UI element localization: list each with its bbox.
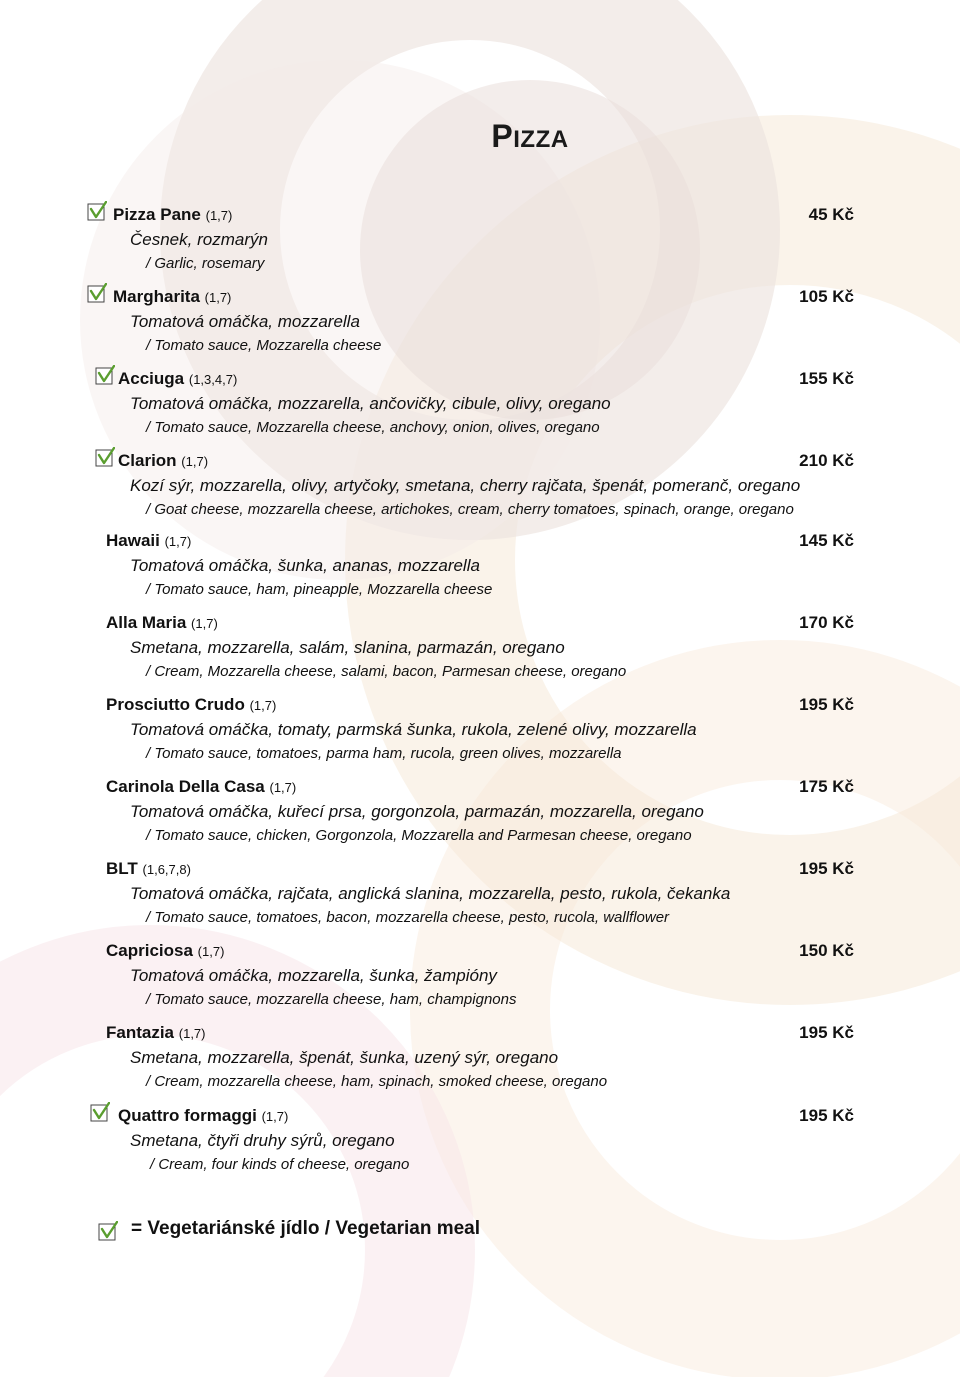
menu-item: [0, 287, 960, 367]
item-allergens: (1,6,7,8): [142, 862, 191, 877]
item-name: Pizza Pane: [113, 205, 201, 224]
item-name: Capriciosa: [106, 941, 193, 960]
item-allergens: (1,7): [164, 534, 192, 549]
item-description-cz: Smetana, mozzarella, špenát, šunka, uzený sýr, oregano: [130, 1048, 559, 1067]
title-rest: IZZA: [513, 126, 569, 153]
item-description-cz: Tomatová omáčka, rajčata, anglická slanina, mozzarella, pesto, rukola, čekanka: [130, 884, 731, 903]
menu-item: [0, 777, 960, 857]
menu-item: [0, 941, 960, 1021]
item-allergens: (1,7): [204, 290, 232, 305]
item-description-en: / Tomato sauce, mozzarella cheese, ham, champignons: [146, 991, 517, 1008]
item-description-cz: Tomatová omáčka, tomaty, parmská šunka, rukola, zelené olivy, mozzarella: [130, 720, 697, 739]
item-price: 150 Kč: [799, 941, 854, 960]
item-price: 195 Kč: [799, 1106, 854, 1125]
item-allergens: (1,7): [261, 1109, 289, 1124]
menu-item: [0, 613, 960, 693]
menu-item: [0, 1023, 960, 1103]
legend-text: = Vegetariánské jídlo / Vegetarian meal: [131, 1218, 481, 1239]
item-price: 45 Kč: [808, 205, 854, 224]
item-description-en: / Tomato sauce, tomatoes, bacon, mozzarella cheese, pesto, rucola, wallflower: [146, 909, 670, 926]
vegetarian-icon: [90, 1102, 110, 1122]
menu-item: [0, 1106, 960, 1186]
title-first-letter: P: [491, 118, 514, 154]
item-description-cz: Tomatová omáčka, mozzarella, ančovičky, cibule, olivy, oregano: [130, 394, 611, 413]
item-price: 195 Kč: [799, 1023, 854, 1042]
item-name: Carinola Della Casa: [106, 777, 265, 796]
item-name-line: [113, 287, 231, 307]
menu-item: [0, 859, 960, 939]
item-name-line: [118, 451, 208, 471]
item-description-cz: Smetana, čtyři druhy sýrů, oregano: [130, 1131, 395, 1150]
menu-item: [0, 451, 960, 531]
legend: [0, 1218, 960, 1244]
item-description-en: / Tomato sauce, tomatoes, parma ham, rucola, green olives, mozzarella: [146, 745, 622, 762]
item-name: Margharita: [113, 287, 200, 306]
item-allergens: (1,7): [197, 944, 225, 959]
item-description-en: / Garlic, rosemary: [146, 255, 265, 272]
item-name-line: [106, 695, 276, 715]
item-name-line: [106, 1023, 206, 1043]
item-name: Clarion: [118, 451, 177, 470]
item-description-cz: Tomatová omáčka, šunka, ananas, mozzarella: [130, 556, 480, 575]
item-description-en: / Tomato sauce, Mozzarella cheese: [146, 337, 382, 354]
item-description-cz: Smetana, mozzarella, salám, slanina, parmazán, oregano: [130, 638, 565, 657]
item-description-en: / Tomato sauce, ham, pineapple, Mozzarella cheese: [146, 581, 493, 598]
page-title: [0, 118, 960, 155]
item-price: 170 Kč: [799, 613, 854, 632]
item-allergens: (1,7): [205, 208, 233, 223]
menu-item: [0, 205, 960, 285]
item-name-line: [106, 941, 224, 961]
menu-item: [0, 531, 960, 611]
item-name-line: [118, 369, 237, 389]
item-description-en: / Tomato sauce, chicken, Gorgonzola, Mozzarella and Parmesan cheese, oregano: [146, 827, 692, 844]
item-price: 155 Kč: [799, 369, 854, 388]
item-name-line: [118, 1106, 288, 1126]
item-price: 105 Kč: [799, 287, 854, 306]
vegetarian-icon: [87, 283, 107, 303]
item-name: Quattro formaggi: [118, 1106, 257, 1125]
item-allergens: (1,7): [178, 1026, 206, 1041]
item-price: 195 Kč: [799, 859, 854, 878]
menu-item: [0, 369, 960, 449]
item-description-cz: Tomatová omáčka, mozzarella: [130, 312, 360, 331]
item-allergens: (1,7): [269, 780, 297, 795]
item-name-line: [106, 859, 191, 879]
item-name: Acciuga: [118, 369, 185, 388]
item-allergens: (1,7): [181, 454, 209, 469]
vegetarian-icon: [95, 447, 115, 467]
item-name-line: [113, 205, 232, 225]
item-name-line: [106, 613, 218, 633]
item-name: BLT: [106, 859, 138, 878]
item-name: Alla Maria: [106, 613, 187, 632]
item-name: Hawaii: [106, 531, 160, 550]
vegetarian-icon: [87, 201, 107, 221]
item-price: 175 Kč: [799, 777, 854, 796]
vegetarian-icon: [98, 1221, 118, 1241]
item-description-cz: Kozí sýr, mozzarella, olivy, artyčoky, smetana, cherry rajčata, špenát, pomeranč, oregano: [130, 476, 801, 495]
item-description-en: / Tomato sauce, Mozzarella cheese, anchovy, onion, olives, oregano: [146, 419, 600, 436]
item-allergens: (1,3,4,7): [188, 372, 238, 387]
item-allergens: (1,7): [191, 616, 218, 631]
item-price: 145 Kč: [799, 531, 854, 550]
menu-item: [0, 695, 960, 775]
item-price: 195 Kč: [799, 695, 854, 714]
item-description-cz: Tomatová omáčka, mozzarella, šunka, žampióny: [130, 966, 497, 985]
item-description-en: / Cream, four kinds of cheese, oregano: [150, 1156, 410, 1173]
item-description-cz: Česnek, rozmarýn: [130, 230, 268, 249]
item-name: Fantazia: [106, 1023, 175, 1042]
vegetarian-icon: [95, 365, 115, 385]
item-name: Prosciutto Crudo: [106, 695, 245, 714]
item-price: 210 Kč: [799, 451, 854, 470]
item-description-en: / Cream, mozzarella cheese, ham, spinach, smoked cheese, oregano: [146, 1073, 608, 1090]
item-name-line: [106, 777, 296, 797]
item-description-en: / Goat cheese, mozzarella cheese, artichokes, cream, cherry tomatoes, spinach, orange, oregano: [146, 501, 794, 518]
item-name-line: [106, 531, 191, 551]
item-description-en: / Cream, Mozzarella cheese, salami, bacon, Parmesan cheese, oregano: [146, 663, 627, 680]
item-allergens: (1,7): [249, 698, 277, 713]
item-description-cz: Tomatová omáčka, kuřecí prsa, gorgonzola, parmazán, mozzarella, oregano: [130, 802, 704, 821]
